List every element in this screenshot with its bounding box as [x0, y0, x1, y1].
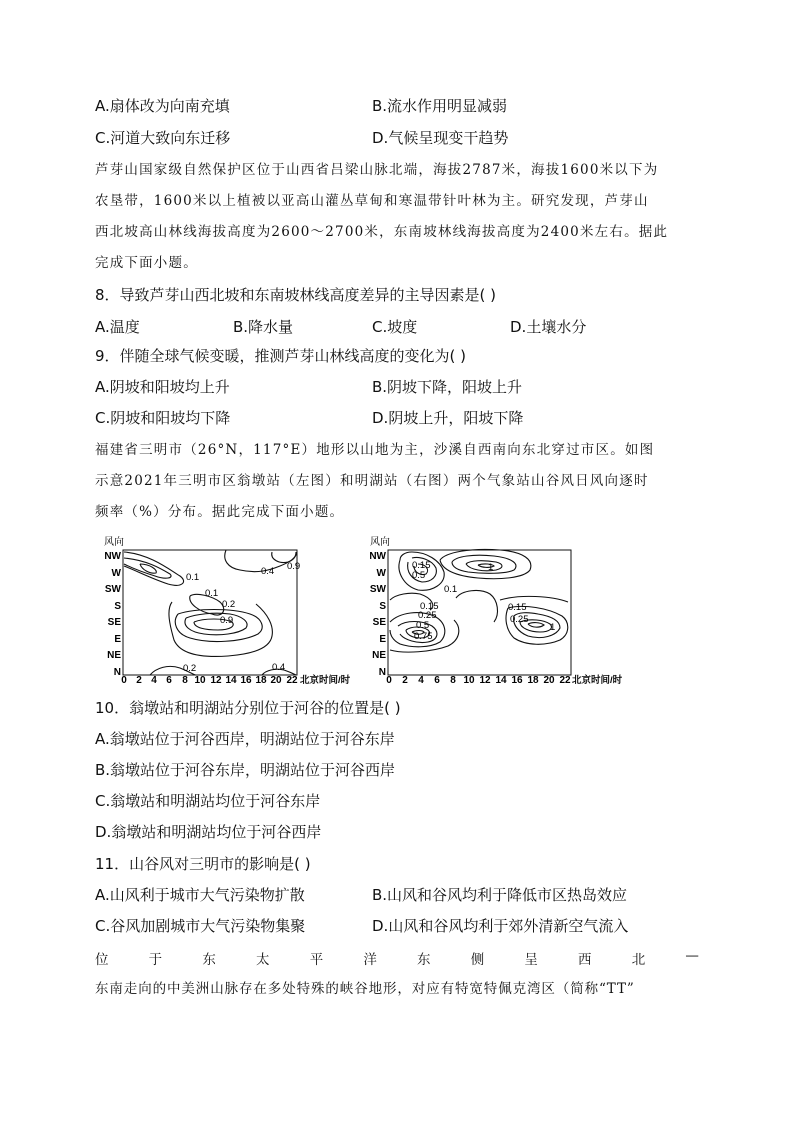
right-x-label: 6	[434, 675, 440, 686]
q11-stem: 11．山谷风对三明市的影响是( )	[95, 855, 311, 873]
q10-option-a: A.翁墩站位于河谷西岸，明湖站位于河谷东岸	[95, 730, 395, 748]
q10-option-c: C.翁墩站和明湖站均位于河谷东岸	[95, 792, 321, 810]
passage2-line: 示意2021年三明市区翁墩站（左图）和明湖站（右图）两个气象站山谷风日风向逐时	[95, 473, 649, 489]
right-chart-minghu	[369, 535, 622, 686]
left-x-label: 20	[270, 675, 282, 686]
passage3-char: 位	[95, 952, 109, 968]
q9-stem: 9．伴随全球气候变暖，推测芦芽山林线高度的变化为( )	[95, 347, 467, 365]
right-x-label: 2	[402, 675, 408, 686]
passage3-char: 东	[417, 952, 431, 968]
left-x-axis-title: 北京时间/时	[300, 675, 351, 686]
passage3-char: 太	[256, 952, 270, 968]
q10-option-d: D.翁墩站和明湖站均位于河谷西岸	[95, 823, 322, 841]
q11-option-b: B.山风和谷风均利于降低市区热岛效应	[372, 886, 628, 904]
passage1-line: 西北坡高山林线海拔高度为2600～2700米，东南坡林线海拔高度为2400米左右。据此	[95, 224, 669, 240]
q11-option-a: A.山风利于城市大气污染物扩散	[95, 886, 305, 904]
q10-stem: 10．翁墩站和明湖站分别位于河谷的位置是( )	[95, 699, 401, 717]
q11-option-d: D.山风和谷风均利于郊外清新空气流入	[372, 917, 629, 935]
passage3-line2: 东南走向的中美洲山脉存在多处特殊的峡谷地形，对应有特宽特佩克湾区（简称“TT”	[95, 981, 635, 997]
left-y-label: SW	[104, 584, 121, 595]
q7-option-d: D.气候呈现变干趋势	[372, 129, 509, 147]
right-contour-label: 0.1	[444, 584, 458, 595]
left-chart-wengdun	[104, 535, 351, 686]
left-contour-label: 0.4	[261, 566, 275, 577]
right-x-axis-title: 北京时间/时	[572, 675, 623, 686]
q10-option-b: B.翁墩站位于河谷东岸，明湖站位于河谷西岸	[95, 761, 396, 779]
right-contour-label: 1	[488, 562, 494, 573]
left-y-axis-title: 风向	[104, 537, 124, 548]
q8-stem: 8．导致芦芽山西北坡和东南坡林线高度差异的主导因素是( )	[95, 286, 497, 304]
left-contour-label: 0.1	[205, 588, 219, 599]
right-contour-label: 0.5	[412, 570, 426, 581]
passage3-char: 东	[202, 952, 216, 968]
passage3-line1	[95, 948, 699, 968]
left-y-label: N	[113, 667, 121, 678]
right-y-label: NW	[369, 551, 386, 562]
right-y-label: W	[376, 568, 386, 579]
passage3-char: 北	[631, 952, 646, 968]
right-y-label: SE	[372, 617, 386, 628]
passage2-line: 频率（%）分布。据此完成下面小题。	[95, 504, 345, 520]
passage1-line: 芦芽山国家级自然保护区位于山西省吕梁山脉北端，海拔2787米，海拔1600米以下为	[95, 162, 659, 178]
q9-option-b: B.阴坡下降，阳坡上升	[372, 378, 523, 396]
right-y-label: S	[379, 601, 386, 612]
right-x-label: 12	[479, 675, 491, 686]
q8-option-c: C.坡度	[372, 318, 418, 336]
passage3-char: 侧	[470, 952, 485, 968]
right-contour-label: 0.15	[420, 601, 439, 612]
left-x-label: 2	[136, 675, 142, 686]
right-x-label: 22	[559, 675, 571, 686]
q9-option-c: C.阴坡和阳坡均下降	[95, 409, 231, 427]
left-y-label: NW	[104, 551, 121, 562]
right-contour-label: 0.5	[416, 620, 430, 631]
right-x-label: 10	[463, 675, 475, 686]
right-x-label: 4	[418, 675, 424, 686]
right-y-axis-title: 风向	[370, 537, 390, 548]
left-x-label: 0	[121, 675, 127, 686]
right-x-label: 14	[495, 675, 507, 686]
left-y-label: W	[111, 568, 121, 579]
right-contour-label: 0.15	[508, 602, 527, 613]
wind-frequency-figures	[0, 530, 794, 690]
right-y-label: SW	[369, 584, 386, 595]
passage3-char: 平	[309, 952, 324, 968]
q9-option-d: D.阴坡上升，阳坡下降	[372, 409, 524, 427]
right-contour-label: 0.25	[510, 614, 529, 625]
right-x-label: 0	[386, 675, 392, 686]
left-x-label: 12	[210, 675, 222, 686]
right-contour-label: 1	[550, 622, 556, 633]
left-x-label: 6	[166, 675, 172, 686]
left-y-label: SE	[107, 617, 121, 628]
right-x-label: 18	[527, 675, 539, 686]
left-x-label: 22	[286, 675, 298, 686]
left-y-label: S	[114, 601, 121, 612]
left-x-label: 10	[194, 675, 206, 686]
left-contour-label: 0.1	[186, 572, 200, 583]
passage3-char: 洋	[363, 952, 377, 968]
right-x-label: 16	[511, 675, 523, 686]
left-contour-label: 0.9	[287, 561, 301, 572]
q11-option-c: C.谷风加剧城市大气污染物集聚	[95, 917, 306, 935]
passage3-char: 于	[148, 952, 163, 968]
passage1-line: 农垦带，1600米以上植被以亚高山灌丛草甸和寒温带针叶林为主。研究发现，芦芽山	[95, 193, 649, 209]
passage2-line: 福建省三明市（26°N，117°E）地形以山地为主，沙溪自西南向东北穿过市区。如图	[95, 442, 655, 458]
right-y-label: NE	[372, 650, 386, 661]
q8-option-b: B.降水量	[233, 318, 294, 336]
q7-option-a: A.扇体改为向南充填	[95, 97, 230, 115]
left-contour-label: 0.4	[272, 662, 286, 673]
left-x-label: 8	[182, 675, 188, 686]
q8-option-d: D.土壤水分	[510, 318, 587, 336]
passage3-char: 西	[578, 952, 592, 968]
right-contour-label: 0.15	[412, 560, 431, 571]
q8-option-a: A.温度	[95, 318, 140, 336]
left-contour-label: 0.9	[220, 615, 234, 626]
left-x-label: 4	[151, 675, 157, 686]
left-y-label: NE	[107, 650, 121, 661]
passage1-line: 完成下面小题。	[95, 255, 198, 271]
left-x-label: 14	[225, 675, 237, 686]
right-y-label: E	[379, 634, 386, 645]
right-x-label: 8	[450, 675, 456, 686]
left-contour-label: 0.2	[183, 663, 197, 674]
left-x-label: 18	[255, 675, 267, 686]
left-x-label: 16	[240, 675, 252, 686]
passage3-char: 呈	[524, 952, 538, 968]
left-contour-label: 0.2	[222, 599, 236, 610]
passage3-char: —	[685, 948, 699, 964]
q7-option-b: B.流水作用明显减弱	[372, 97, 508, 115]
right-contour-label: 0.25	[418, 610, 437, 621]
right-y-label: N	[378, 667, 386, 678]
q9-option-a: A.阴坡和阳坡均上升	[95, 378, 230, 396]
left-y-label: E	[114, 634, 121, 645]
right-x-label: 20	[543, 675, 555, 686]
q7-option-c: C.河道大致向东迁移	[95, 129, 231, 147]
right-contour-label: 0.75	[414, 631, 433, 642]
